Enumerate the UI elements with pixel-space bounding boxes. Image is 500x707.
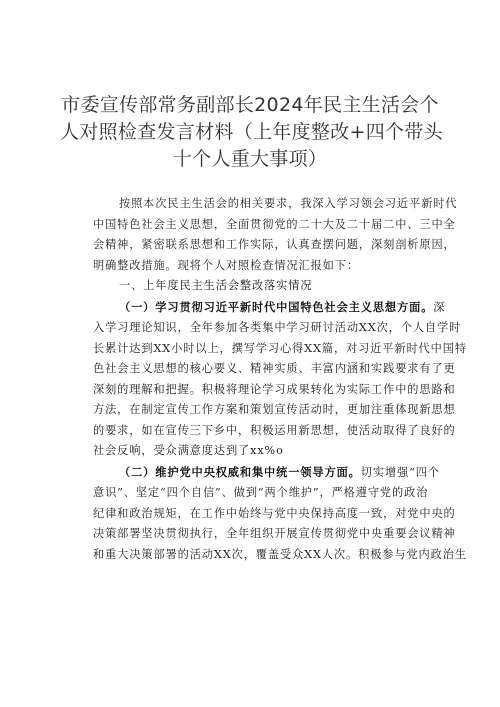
item-2-line: 决策部署坚决贯彻执行，全年组织开展宣传贯彻党中央重要会议精神: [93, 527, 456, 540]
intro-line: 按照本次民主生活会的相关要求，我深入学习领会习近平新时代: [119, 197, 458, 210]
intro-line: 会精神，紧密联系思想和工作实际，认真查摆问题，深刻剖析原因，: [93, 238, 456, 251]
item-1-lead-tail: 深: [433, 300, 446, 314]
item-2-lead: （二）维护党中央权威和集中统一领导方面。: [119, 464, 361, 479]
item-1-line: 社会反响，受众满意度达到了xx%o: [93, 444, 284, 457]
section-heading: [93, 276, 429, 297]
item-1-line: 色社会主义思想的核心要义、精神实质、丰富内涵和实践要求有了更: [93, 362, 456, 375]
item-2-line: 意识”、坚定“四个自信”、做到“两个维护”，严格遵守党的政治: [93, 486, 429, 499]
item-2-paragraph: [93, 462, 467, 566]
document-title: [60, 92, 443, 173]
item-1-paragraph: [93, 297, 467, 462]
item-1-line: 方法，在制定宣传工作方案和策划宣传活动时，更加注重体现新思想: [93, 403, 456, 416]
title-line-2: 人对照检查发言材料（上年度整改+四个带头: [60, 121, 443, 143]
item-1-first-line: [93, 297, 446, 319]
title-line-3: 十个人重大事项）: [172, 148, 328, 170]
section-1-heading: 一、上年度民主生活会整改落实情况: [119, 279, 313, 292]
item-2-line: 纪律和政治规矩，在工作中始终与党中央保持高度一致，对党中央的: [93, 506, 456, 520]
intro-line: 中国特色社会主义思想，全面贯彻党的二十大及二十届二中、三中全: [93, 217, 456, 231]
item-1-line: 入学习理论知识，全年参加各类集中学习研讨活动XX次，个人自学时: [93, 321, 462, 334]
item-2-first-line: [93, 462, 440, 484]
intro-line: 明确整改措施。现将个人对照检查情况汇报如下：: [93, 258, 359, 272]
item-1-lead: （一）学习贯彻习近平新时代中国特色社会主义思想方面。: [119, 299, 434, 314]
item-2-lead-tail: 切实增强“四个: [360, 465, 440, 479]
item-2-line: 和重大决策部署的活动XX次，覆盖受众XX人次。积极参与党内政治生: [93, 547, 467, 561]
item-1-line: 深刻的理解和把握。积极将理论学习成果转化为实际工作中的思路和: [93, 382, 456, 396]
item-1-line: 的要求，如在宣传三下乡中，积极运用新思想，使活动取得了良好的: [93, 423, 456, 437]
title-line-1: 市委宣传部常务副部长2024年民主生活会个: [61, 94, 439, 116]
document-body: [93, 194, 467, 565]
intro-paragraph: [93, 194, 458, 276]
item-1-line: 长累计达到XX小时以上，撰写学习心得XX篇，对习近平新时代中国特: [93, 341, 467, 355]
